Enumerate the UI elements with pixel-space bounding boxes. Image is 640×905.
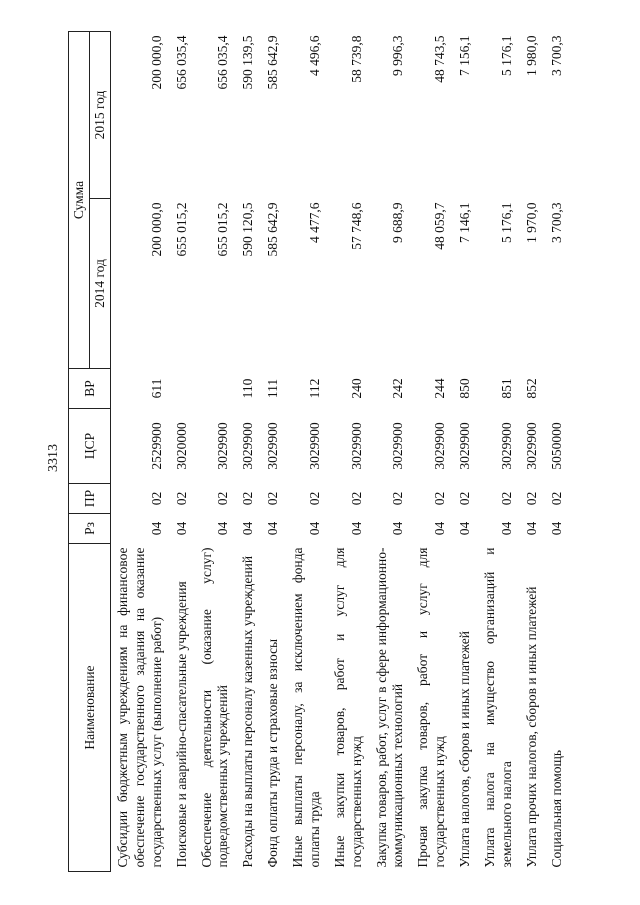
cell-rz: 04 <box>457 521 472 536</box>
cell-2014: 48 059,7 <box>432 202 448 250</box>
cell-vr: 111 <box>265 378 281 399</box>
budget-table <box>68 31 569 872</box>
cell-csr: 2529900 <box>148 422 164 470</box>
header-row <box>69 31 90 871</box>
cell-pr: 02 <box>215 491 231 506</box>
cell-2014: 3 700,3 <box>548 202 564 243</box>
cell-csr: 5050000 <box>548 422 564 470</box>
cell-csr: 3029900 <box>348 422 364 470</box>
cell-vr <box>170 369 195 409</box>
cell-name: Прочая закупка товаров, работ и услуг для государственных нужд <box>415 547 448 868</box>
cell-csr: 3029900 <box>265 422 281 470</box>
cell-2015: 585 642,9 <box>265 35 281 90</box>
cell-pr: 02 <box>457 491 472 506</box>
cell-2015: 9 996,3 <box>390 35 406 76</box>
cell-2015: 1 980,0 <box>523 35 539 76</box>
cell-2014: 585 642,9 <box>265 202 281 257</box>
cell-rz: 04 <box>215 521 231 536</box>
cell-name: Поисковые и аварийно-спасательные учреждения <box>173 581 189 868</box>
table-row <box>453 31 478 871</box>
cell-2015: 590 139,5 <box>240 35 256 90</box>
cell-csr: 3020000 <box>173 422 189 470</box>
cell-pr: 02 <box>523 491 539 506</box>
cell-name: Иные закупки товаров, работ и услуг для государственных нужд <box>331 547 364 868</box>
cell-pr: 02 <box>240 491 256 506</box>
table-row <box>370 31 412 871</box>
cell-csr: 3029900 <box>215 422 231 470</box>
cell-vr: 850 <box>457 378 472 399</box>
header-rz: Рз <box>69 514 111 544</box>
cell-name: Обеспечение деятельности (оказание услуг) подведомственных учреждений <box>198 547 231 868</box>
cell-pr: 02 <box>148 491 164 506</box>
cell-2015: 4 496,6 <box>306 35 322 76</box>
table-row <box>478 31 520 871</box>
cell-name: Фонд оплаты труда и страховые взносы <box>265 638 281 868</box>
cell-name: Социальная помощь <box>548 749 564 868</box>
cell-rz: 04 <box>432 521 448 536</box>
cell-vr: 611 <box>148 378 164 399</box>
table-row <box>545 31 570 871</box>
cell-csr: 3029900 <box>432 422 448 470</box>
cell-csr: 3029900 <box>306 422 322 470</box>
cell-2014: 590 120,5 <box>240 202 256 257</box>
table-row <box>236 31 261 871</box>
cell-2014: 7 146,1 <box>457 202 472 243</box>
page-number: 3313 <box>46 444 61 472</box>
cell-name: Иные выплаты персоналу, за исключением фонда оплаты труда <box>290 547 322 868</box>
cell-2015: 3 700,3 <box>548 35 564 76</box>
cell-rz: 04 <box>148 521 164 536</box>
header-sum: Сумма <box>69 31 90 368</box>
cell-rz: 04 <box>265 521 281 536</box>
cell-csr: 3029900 <box>498 422 514 470</box>
table-row <box>111 31 170 871</box>
cell-pr: 02 <box>173 491 189 506</box>
cell-name: Расходы на выплаты персоналу казенных учреждений <box>240 555 256 868</box>
cell-pr: 02 <box>390 491 406 506</box>
cell-name: Уплата налогов, сборов и иных платежей <box>457 631 472 868</box>
cell-2014: 57 748,6 <box>348 202 364 250</box>
table-row <box>520 31 545 871</box>
cell-vr <box>545 369 570 409</box>
header-pr: ПР <box>69 484 111 514</box>
cell-name: Закупка товаров, работ, услуг в сфере информационно-коммуникационных технологий <box>373 547 406 868</box>
cell-vr: 852 <box>523 378 539 399</box>
cell-rz: 04 <box>173 521 189 536</box>
cell-pr: 02 <box>498 491 514 506</box>
cell-name: Уплата налога на имущество организаций и земельного налога <box>481 547 514 868</box>
table-row <box>195 31 237 871</box>
cell-vr: 851 <box>498 378 514 399</box>
cell-name: Субсидии бюджетным учреждениям на финансовое обеспечение государственного задания на оказание государственных услуг (выполнение работ) <box>115 547 164 868</box>
cell-rz: 04 <box>548 521 564 536</box>
cell-rz: 04 <box>523 521 539 536</box>
table-row <box>261 31 286 871</box>
cell-vr: 240 <box>348 378 364 399</box>
cell-2015: 7 156,1 <box>457 35 472 76</box>
cell-2015: 58 739,8 <box>348 35 364 83</box>
table-row <box>411 31 453 871</box>
header-2015: 2015 год <box>90 31 111 198</box>
cell-2014: 4 477,6 <box>306 202 322 243</box>
cell-rz: 04 <box>348 521 364 536</box>
cell-csr: 3029900 <box>240 422 256 470</box>
table-header <box>69 31 111 871</box>
cell-2014: 1 970,0 <box>523 202 539 243</box>
cell-pr: 02 <box>432 491 448 506</box>
cell-2015: 200 000,0 <box>148 35 164 90</box>
cell-2015: 5 176,1 <box>498 35 514 76</box>
cell-rz: 04 <box>390 521 406 536</box>
cell-csr: 3029900 <box>457 422 472 470</box>
cell-2014: 200 000,0 <box>148 202 164 257</box>
cell-vr: 242 <box>390 378 406 399</box>
cell-2015: 48 743,5 <box>432 35 448 83</box>
cell-vr: 112 <box>306 378 322 399</box>
cell-name: Уплата прочих налогов, сборов и иных платежей <box>523 586 539 868</box>
cell-vr: 110 <box>240 378 256 399</box>
header-2014: 2014 год <box>90 199 111 369</box>
rotated-page-content <box>40 32 600 872</box>
cell-vr: 244 <box>432 378 448 399</box>
cell-2014: 5 176,1 <box>498 202 514 243</box>
header-vr: ВР <box>69 369 111 409</box>
cell-pr: 02 <box>265 491 281 506</box>
cell-csr: 3029900 <box>523 422 539 470</box>
header-name: Наименование <box>69 544 111 872</box>
cell-2015: 656 035,4 <box>215 35 231 90</box>
table-row <box>328 31 370 871</box>
cell-rz: 04 <box>240 521 256 536</box>
cell-rz: 04 <box>306 521 322 536</box>
table-row <box>286 31 328 871</box>
cell-csr: 3029900 <box>390 422 406 470</box>
cell-vr <box>195 369 237 409</box>
cell-2014: 9 688,9 <box>390 202 406 243</box>
table-row <box>170 31 195 871</box>
table-body <box>111 31 570 871</box>
header-csr: ЦСР <box>69 409 111 484</box>
cell-pr: 02 <box>306 491 322 506</box>
cell-pr: 02 <box>548 491 564 506</box>
cell-2014: 655 015,2 <box>173 202 189 257</box>
cell-2015: 656 035,4 <box>173 35 189 90</box>
cell-rz: 04 <box>498 521 514 536</box>
cell-pr: 02 <box>348 491 364 506</box>
cell-2014: 655 015,2 <box>215 202 231 257</box>
